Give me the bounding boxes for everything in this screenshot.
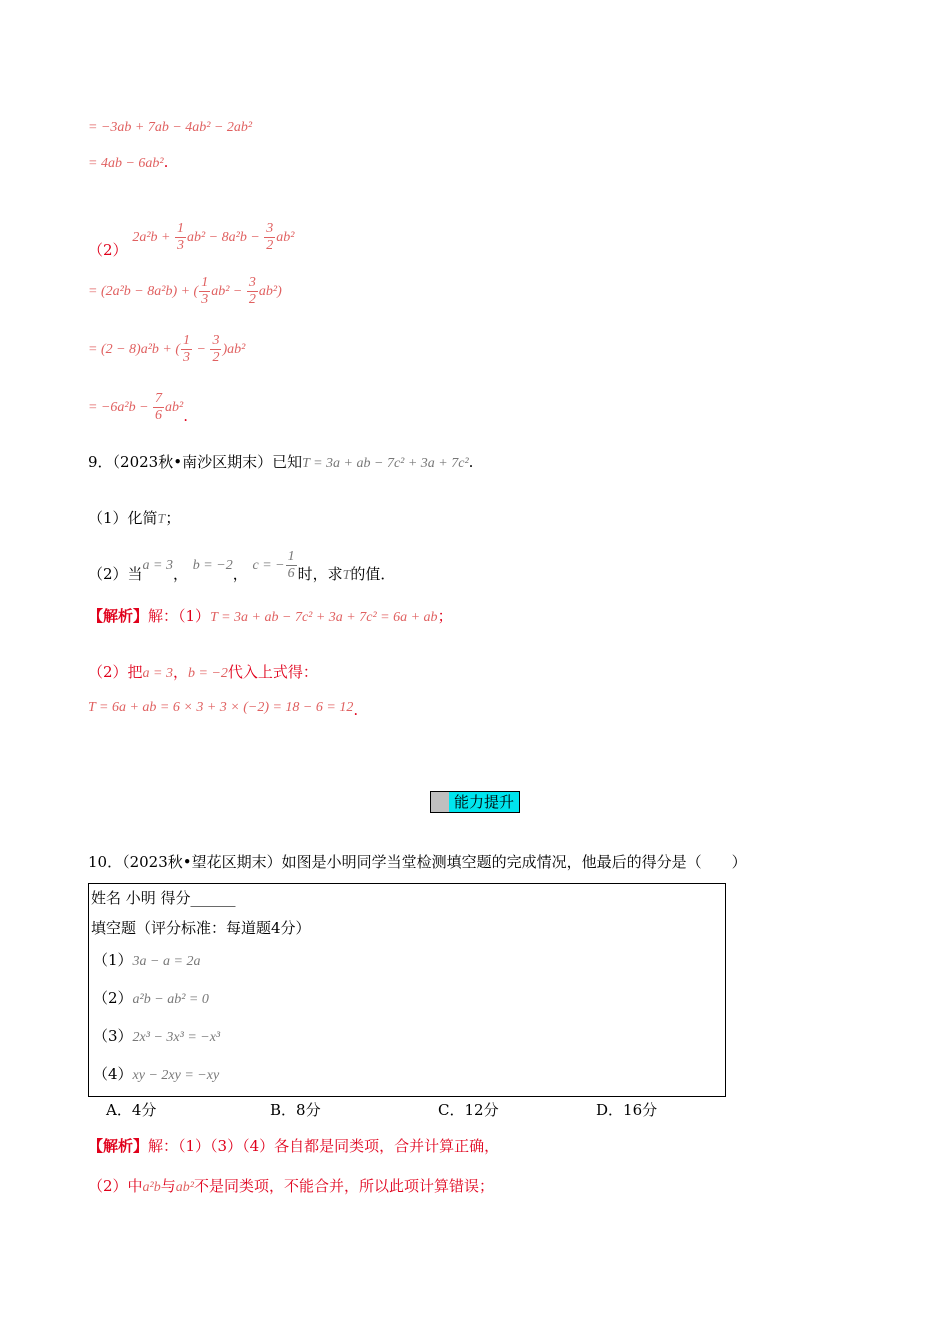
- part2-expr-c: ab²: [276, 230, 295, 245]
- q9-p2-T: T: [342, 568, 351, 583]
- part2-expr-a: 2a²b +: [132, 230, 174, 245]
- fraction-seven-sixths: $\frac{7}{6}$: [155, 390, 163, 423]
- q9-ans-p2-text: （2）把: [88, 663, 143, 681]
- q10-ans-m2: ab²: [175, 1180, 194, 1195]
- step1-c: ab²): [258, 284, 282, 299]
- section-heading: 能力提升: [449, 792, 519, 812]
- fraction-one-third: $\frac{1}{3}$: [176, 220, 184, 253]
- quiz-item: （2）a²b − ab² = 0: [93, 989, 209, 1007]
- option-c[interactable]: C．12分: [438, 1101, 499, 1119]
- question-9-stem: [88, 452, 473, 474]
- part2-step-2: [88, 330, 245, 368]
- option-b[interactable]: B．8分: [270, 1101, 321, 1119]
- fraction-three-halves: $\frac{3}{2}$: [248, 274, 256, 307]
- q9-ans-p2-a: a = 3: [142, 666, 173, 681]
- quiz-item: （1）3a − a = 2a: [93, 951, 201, 969]
- q10-ans-m1: a²b: [142, 1180, 161, 1195]
- q9-p2-mid: 时，求: [297, 565, 343, 583]
- q9-stem-math: T = 3a + ab − 7c² + 3a + 7c²: [302, 456, 469, 471]
- fraction-one-third: $\frac{1}{3}$: [183, 332, 191, 365]
- q9-stem-end: .: [468, 453, 474, 471]
- step2-a: = (2 − 8)a²b + (: [88, 342, 181, 357]
- section-heading-box: [430, 791, 520, 813]
- q9-p2-text: （2）当: [88, 565, 143, 583]
- q9-p2-a: a = 3: [142, 558, 173, 573]
- q10-ans-line1: 解：（1）（3）（4）各自都是同类项，合并计算正确，: [148, 1137, 500, 1155]
- step3-a: = −6a²b −: [88, 400, 153, 415]
- q9-p1-end: ；: [165, 509, 181, 527]
- step2-c: )ab²: [222, 342, 246, 357]
- quiz-item-math: xy − 2xy = −xy: [132, 1068, 220, 1083]
- part2-expr-b: ab² − 8a²b −: [186, 230, 264, 245]
- solution-line-2-end: .: [163, 153, 169, 171]
- q10-ans-line2-rest: 不是同类项，不能合并，所以此项计算错误；: [193, 1177, 494, 1195]
- question-9-part-2: （2）当a = 3， b = −2， c = − $\frac{1}{6}$ 时，求T的值．: [88, 548, 396, 583]
- quiz-section-title: 填空题（评分标准：每道题4分）: [91, 919, 311, 937]
- quiz-name-score: 姓名 小明 得分______: [91, 889, 236, 907]
- q9-ans-p2-b: b = −2: [188, 666, 228, 681]
- fraction-one-third: $\frac{1}{3}$: [201, 274, 209, 307]
- solution-line-1: = −3ab + 7ab − 4ab² − 2ab²: [88, 120, 253, 135]
- quiz-item: （3）2x³ − 3x³ = −x³: [93, 1027, 221, 1045]
- part2-step-3: [88, 388, 188, 426]
- option-a[interactable]: A．4分: [106, 1101, 157, 1119]
- question-9-answer-2: （2）把a = 3，b = −2代入上式得：: [88, 663, 318, 681]
- step3-b: ab²: [165, 400, 184, 415]
- question-10-answer-2: （2）中a²b与ab²不是同类项，不能合并，所以此项计算错误；: [88, 1177, 494, 1195]
- q9-ans-p2-after: 代入上式得：: [227, 663, 318, 681]
- question-10-stem: 10．（2023秋•望花区期末）如图是小明同学当堂检测填空题的完成情况，他最后的得分是（ ）: [88, 853, 747, 871]
- step2-b: −: [193, 342, 210, 357]
- q9-p1-text: （1）化简: [88, 509, 158, 527]
- analysis-tag: 【解析】: [88, 607, 149, 625]
- question-10-answer-1: [88, 1136, 499, 1156]
- option-d[interactable]: D．16分: [596, 1101, 658, 1119]
- analysis-tag: 【解析】: [88, 1137, 149, 1155]
- quiz-item-math: a²b − ab² = 0: [132, 992, 209, 1007]
- q9-ans-p1-text: 解：（1）: [148, 607, 211, 625]
- part2-step-1: [88, 272, 282, 310]
- quiz-item-math: 2x³ − 3x³ = −x³: [132, 1030, 221, 1045]
- step1-b: ab² −: [211, 284, 246, 299]
- q9-ans-p1-math: T = 3a + ab − 7c² + 3a + 7c² = 6a + ab: [210, 610, 438, 625]
- question-9-answer-1: 【解析】解：（1）T = 3a + ab − 7c² + 3a + 7c² = 6a + ab；: [88, 607, 453, 625]
- quiz-item-math: 3a − a = 2a: [132, 954, 201, 969]
- solution-line-2: [88, 152, 168, 174]
- q9-p1-math: T: [157, 512, 166, 527]
- solution-line-2-math: = 4ab − 6ab²: [88, 156, 164, 171]
- step1-a: = (2a²b − 8a²b) + (: [88, 284, 199, 299]
- q9-p2-end: 的值．: [350, 565, 396, 583]
- fraction-one-sixth: $\frac{1}{6}$: [287, 548, 295, 581]
- q9-stem-prefix: 9．（2023秋•南沙区期末）已知: [88, 453, 303, 471]
- q9-ans-calc: T = 6a + ab = 6 × 3 + 3 × (−2) = 18 − 6 = 12: [88, 700, 354, 715]
- quiz-item: （4）xy − 2xy = −xy: [93, 1065, 220, 1083]
- q9-p2-b: b = −2: [192, 558, 233, 573]
- part2-label: （2）: [88, 241, 128, 259]
- fraction-three-halves: $\frac{3}{2}$: [266, 220, 274, 253]
- question-9-part-1: [88, 508, 180, 530]
- fraction-three-halves: $\frac{3}{2}$: [212, 332, 220, 365]
- part2-expression: [88, 218, 295, 259]
- question-9-answer-calc: T = 6a + ab = 6 × 3 + 3 × (−2) = 18 − 6 = 12.: [88, 700, 359, 719]
- step3-end: .: [183, 407, 189, 425]
- q9-p2-c: c = −: [252, 558, 285, 573]
- quiz-card: [88, 883, 726, 1097]
